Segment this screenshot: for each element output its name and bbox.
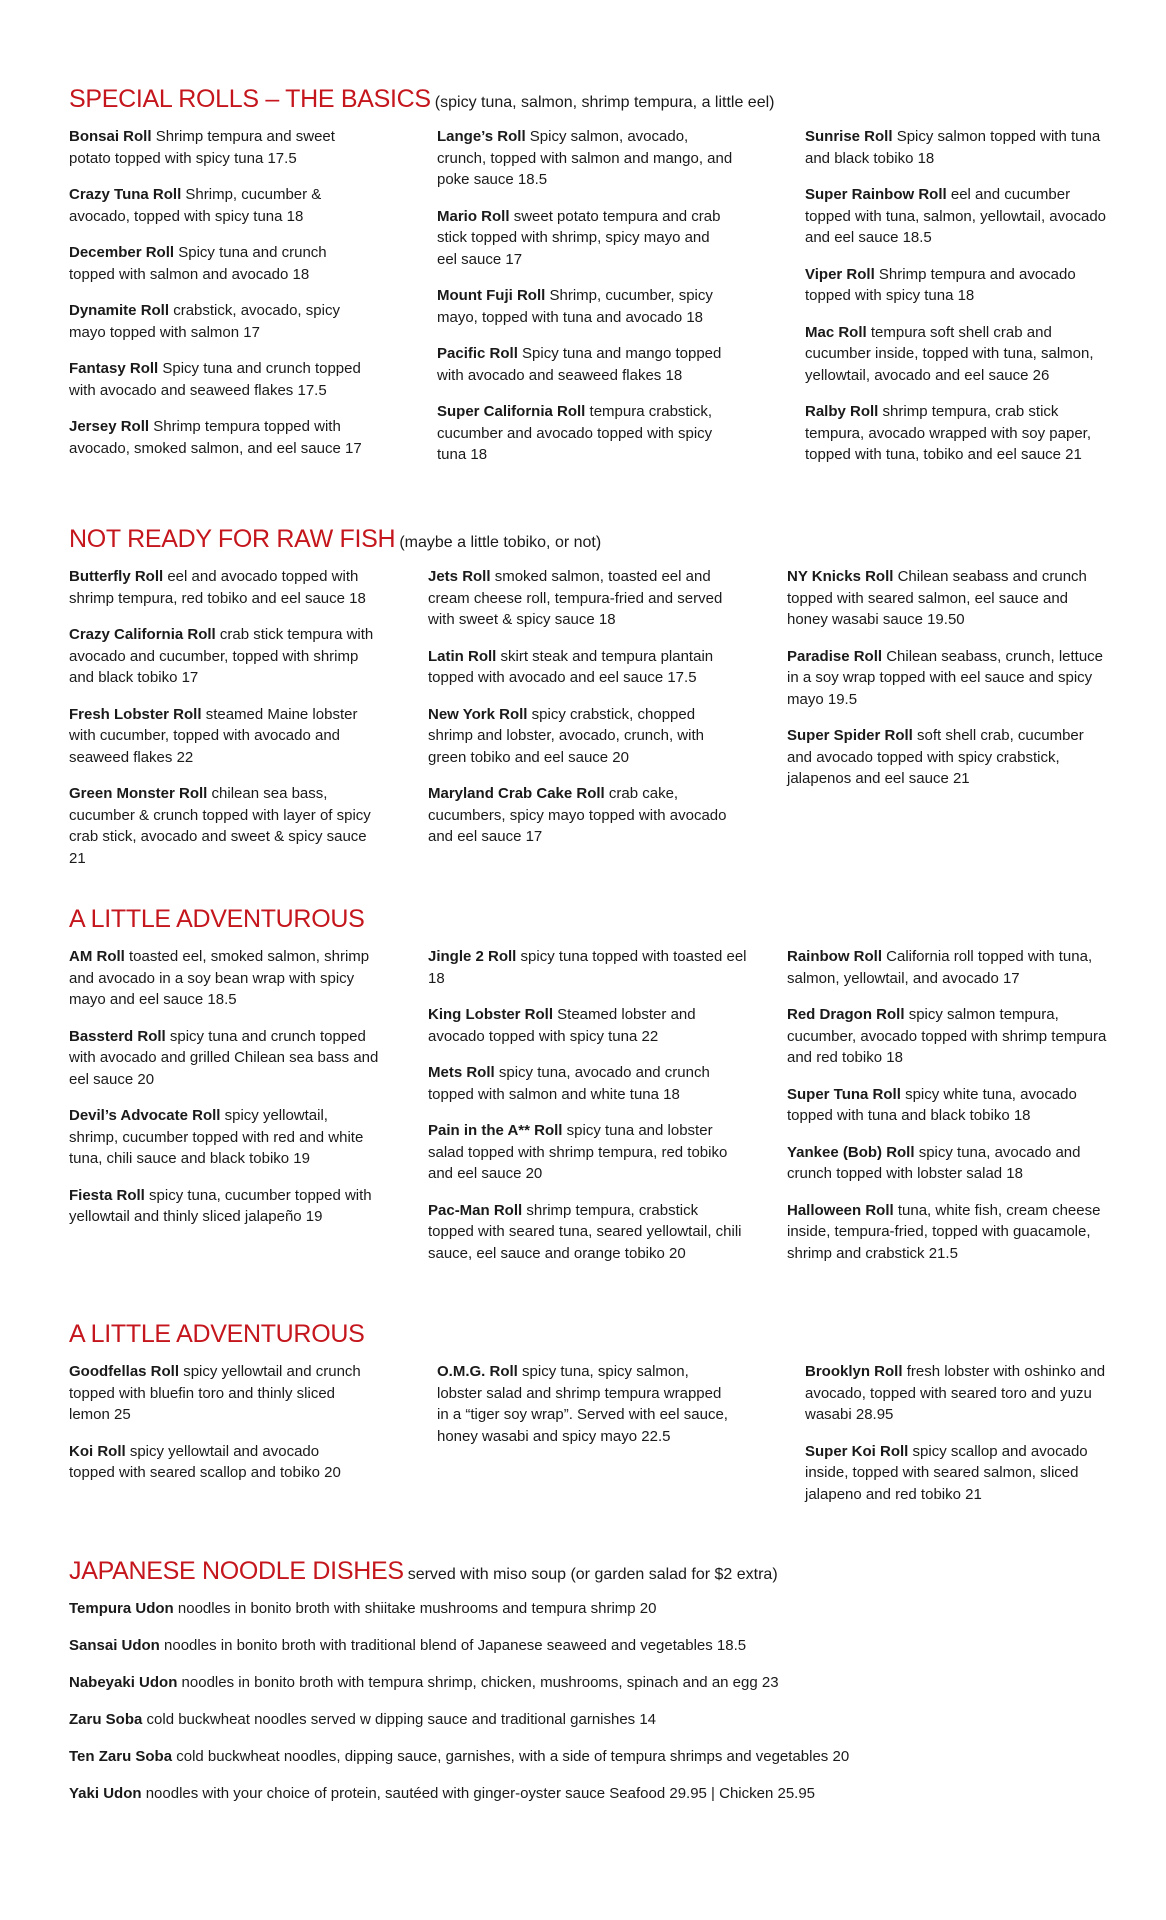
menu-item-description: crab stick tempura with avocado and cucumber, topped with shrimp and black tobiko 17 — [69, 626, 374, 686]
menu-item-description: crab cake, cucumbers, spicy mayo topped with avocado and eel sauce 17 — [428, 785, 727, 845]
menu-item-description: spicy crabstick, chopped shrimp and lobster, avocado, crunch, with green tobiko and eel sauce 20 — [428, 705, 704, 766]
menu-item-description: spicy yellowtail and avocado topped with seared scallop and tobiko 20 — [69, 1442, 341, 1481]
menu-item-description: tempura soft shell crab and cucumber inside, topped with tuna, salmon, yellowtail, avocado and eel sauce 26 — [805, 323, 1094, 384]
menu-item-description: smoked salmon, toasted eel and cream cheese roll, tempura-fried and served with sweet & spicy sauce 18 — [428, 568, 723, 628]
menu-item-name: Red Dragon Roll — [787, 1006, 905, 1023]
menu-item-name: Pacific Roll — [437, 345, 518, 362]
menu-item-name: Yankee (Bob) Roll — [787, 1143, 915, 1161]
menu-item-description: spicy tuna and crunch topped with avocado and grilled Chilean sea bass and eel sauce 20 — [69, 1027, 379, 1088]
section-special-rolls — [69, 85, 1109, 481]
menu-item-name: New York Roll — [428, 705, 528, 723]
menu-item — [69, 1361, 369, 1426]
menu-item-name: Yaki Udon — [69, 1785, 142, 1802]
menu-item — [787, 946, 1107, 989]
menu-item-name: Halloween Roll — [787, 1201, 894, 1219]
menu-item-description: Spicy tuna and crunch topped with salmon and avocado 18 — [69, 244, 327, 283]
menu-item-description: eel and avocado topped with shrimp tempura, red tobiko and eel sauce 18 — [69, 568, 366, 607]
menu-item — [787, 1084, 1107, 1127]
menu-column — [69, 566, 374, 884]
menu-item-name: December Roll — [69, 244, 175, 261]
menu-item-name: Fiesta Roll — [69, 1186, 145, 1204]
menu-item-description: California roll topped with tuna, salmon, yellowtail, and avocado 17 — [787, 948, 1093, 987]
menu-item — [787, 1004, 1107, 1069]
menu-item-description: shrimp tempura, crabstick topped with seared tuna, seared yellowtail, chili sauce, eel sauce and orange tobiko 20 — [428, 1201, 742, 1262]
menu-item-description: sweet potato tempura and crab stick topped with shrimp, spicy mayo and eel sauce 17 — [437, 207, 721, 268]
menu-column — [69, 126, 365, 481]
menu-item-name: Jingle 2 Roll — [428, 948, 517, 965]
section-subtitle: served with miso soup (or garden salad for $2 extra) — [407, 1566, 778, 1583]
menu-item — [437, 206, 733, 271]
menu-item-name: Butterfly Roll — [69, 568, 164, 585]
menu-item-description: soft shell crab, cucumber and avocado topped with spicy crabstick, jalapenos and eel sauce 21 — [787, 727, 1084, 787]
menu-item-description: crabstick, avocado, spicy mayo topped with salmon 17 — [69, 302, 340, 341]
menu-item-description: cold buckwheat noodles, dipping sauce, garnishes, with a side of tempura shrimps and vegetables 20 — [176, 1748, 850, 1765]
menu-column — [69, 946, 379, 1279]
menu-column — [787, 566, 1107, 884]
menu-item — [69, 566, 374, 609]
menu-column — [805, 126, 1110, 481]
menu-item-description: steamed Maine lobster with cucumber, topped with avocado and seaweed flakes 22 — [69, 705, 358, 766]
menu-item-description: Shrimp tempura and sweet potato topped with spicy tuna 17.5 — [69, 128, 335, 167]
menu-item-name: Bassterd Roll — [69, 1027, 166, 1045]
menu-item-name: Paradise Roll — [787, 647, 883, 665]
menu-item-description: noodles in bonito broth with traditional blend of Japanese seaweed and vegetables 18.5 — [164, 1637, 747, 1654]
menu-item — [69, 1185, 379, 1228]
menu-item — [69, 1026, 379, 1091]
menu-item-description: tempura crabstick, cucumber and avocado topped with spicy tuna 18 — [437, 403, 713, 463]
menu-item-description: Spicy tuna and crunch topped with avocado and seaweed flakes 17.5 — [69, 360, 361, 399]
menu-item-name: Jets Roll — [428, 568, 491, 585]
menu-item-description: spicy tuna, spicy salmon, lobster salad and shrimp tempura wrapped in a “tiger soy wrap”. Served with eel sauce, honey wasabi and spicy mayo 22.5 — [437, 1363, 728, 1445]
menu-item — [787, 725, 1107, 790]
menu-item — [437, 285, 733, 328]
menu-column — [428, 946, 748, 1279]
menu-item-description: noodles in bonito broth with tempura shrimp, chicken, mushrooms, spinach and an egg 23 — [181, 1674, 779, 1691]
menu-item — [69, 1635, 1069, 1657]
menu-item-name: Lange’s Roll — [437, 128, 526, 145]
menu-item-name: Rainbow Roll — [787, 948, 882, 965]
menu-item-name: Jersey Roll — [69, 418, 150, 435]
menu-column — [437, 126, 733, 481]
menu-item-description: spicy yellowtail, shrimp, cucumber topped with red and white tuna, chili sauce and black tobiko 19 — [69, 1107, 364, 1167]
menu-item — [69, 242, 365, 285]
menu-item-name: Pac-Man Roll — [428, 1201, 523, 1219]
menu-item-description: spicy tuna, avocado and crunch topped with lobster salad 18 — [787, 1143, 1081, 1182]
menu-item — [805, 1361, 1110, 1426]
menu-item-name: Green Monster Roll — [69, 785, 208, 802]
menu-item-name: Devil’s Advocate Roll — [69, 1107, 221, 1124]
menu-item-name: Zaru Soba — [69, 1711, 143, 1728]
menu-item-description: Spicy salmon topped with tuna and black tobiko 18 — [805, 128, 1101, 167]
menu-item-name: Crazy Tuna Roll — [69, 186, 182, 203]
menu-item-description: fresh lobster with oshinko and avocado, topped with seared toro and yuzu wasabi 28.95 — [805, 1363, 1106, 1423]
menu-item — [805, 264, 1110, 307]
menu-item-description: cold buckwheat noodles served w dipping sauce and traditional garnishes 14 — [146, 1711, 657, 1728]
menu-item — [69, 416, 365, 459]
menu-item-name: King Lobster Roll — [428, 1006, 553, 1023]
menu-column — [69, 1361, 369, 1520]
menu-item — [805, 126, 1110, 169]
menu-item-description: Spicy tuna and mango topped with avocado and seaweed flakes 18 — [437, 345, 722, 384]
menu-item-description: Steamed lobster and avocado topped with spicy tuna 22 — [428, 1006, 696, 1045]
menu-item — [69, 1672, 1069, 1694]
menu-item — [787, 566, 1107, 631]
menu-item-description: spicy tuna and lobster salad topped with shrimp tempura, red tobiko and eel sauce 20 — [428, 1122, 728, 1182]
menu-item-description: Shrimp, cucumber & avocado, topped with spicy tuna 18 — [69, 186, 322, 225]
menu-item-name: Pain in the A** Roll — [428, 1122, 563, 1139]
menu-item — [69, 300, 365, 343]
section-a-little-adventurous-2 — [69, 1320, 1109, 1520]
menu-column — [805, 1361, 1110, 1520]
menu-item — [428, 1120, 748, 1185]
menu-item-name: Fantasy Roll — [69, 360, 159, 377]
menu-item-description: spicy tuna topped with toasted eel 18 — [428, 948, 747, 987]
menu-item-description: spicy tuna, cucumber topped with yellowtail and thinly sliced jalapeño 19 — [69, 1186, 372, 1225]
section-title: A LITTLE ADVENTUROUS — [69, 905, 365, 933]
menu-item-name: Fresh Lobster Roll — [69, 705, 202, 723]
menu-item-name: Mount Fuji Roll — [437, 287, 546, 304]
menu-item — [805, 401, 1110, 466]
menu-item — [428, 646, 738, 689]
menu-item — [69, 1746, 1069, 1768]
section-noodle-dishes — [69, 1557, 1109, 1820]
menu-item-description: spicy scallop and avocado inside, topped with seared salmon, sliced jalapeno and red tobiko 21 — [805, 1442, 1088, 1503]
menu-item — [69, 1441, 369, 1484]
menu-item — [437, 126, 733, 191]
menu-item-name: Viper Roll — [805, 265, 875, 283]
menu-item-name: NY Knicks Roll — [787, 568, 894, 585]
menu-item-name: Dynamite Roll — [69, 302, 170, 319]
menu-item — [69, 946, 379, 1011]
menu-item — [69, 783, 374, 869]
menu-item-description: spicy yellowtail and crunch topped with bluefin toro and thinly sliced lemon 25 — [69, 1363, 361, 1423]
menu-item-name: Mets Roll — [428, 1064, 495, 1081]
menu-item-name: Super Rainbow Roll — [805, 186, 947, 203]
menu-columns — [69, 126, 1109, 481]
menu-item — [787, 646, 1107, 711]
menu-item-name: Koi Roll — [69, 1442, 126, 1460]
menu-item-description: eel and cucumber topped with tuna, salmon, yellowtail, avocado and eel sauce 18.5 — [805, 186, 1107, 246]
menu-column — [787, 946, 1107, 1279]
menu-item — [428, 704, 738, 769]
menu-item-name: Super Spider Roll — [787, 727, 913, 744]
menu-item — [69, 184, 365, 227]
menu-item-name: Mac Roll — [805, 323, 867, 341]
menu-item — [428, 566, 738, 631]
menu-item-name: Sunrise Roll — [805, 128, 893, 145]
menu-item — [428, 1200, 748, 1265]
menu-item-name: Latin Roll — [428, 647, 497, 665]
section-title: NOT READY FOR RAW FISH — [69, 525, 396, 553]
menu-item-name: Ten Zaru Soba — [69, 1748, 173, 1765]
menu-item — [428, 1004, 748, 1047]
section-subtitle: (spicy tuna, salmon, shrimp tempura, a little eel) — [434, 94, 775, 111]
menu-item-name: Super California Roll — [437, 403, 586, 420]
menu-item — [69, 704, 374, 769]
menu-item-description: Shrimp tempura and avocado topped with spicy tuna 18 — [805, 265, 1076, 304]
menu-columns — [69, 566, 1109, 884]
menu-item — [787, 1142, 1107, 1185]
menu-item — [69, 358, 365, 401]
menu-item-name: Nabeyaki Udon — [69, 1674, 178, 1691]
menu-item — [428, 1062, 748, 1105]
menu-item-name: Super Tuna Roll — [787, 1085, 901, 1103]
menu-item — [69, 624, 374, 689]
menu-item-description: skirt steak and tempura plantain topped with avocado and eel sauce 17.5 — [428, 647, 714, 686]
menu-item-description: toasted eel, smoked salmon, shrimp and avocado in a soy bean wrap with spicy mayo and eel sauce 18.5 — [69, 948, 370, 1008]
menu-item — [437, 343, 733, 386]
menu-item-name: Maryland Crab Cake Roll — [428, 785, 605, 802]
menu-item-name: Brooklyn Roll — [805, 1363, 903, 1380]
menu-columns — [69, 946, 1109, 1279]
section-subtitle: (maybe a little tobiko, or not) — [399, 534, 602, 551]
menu-item — [437, 1361, 737, 1447]
menu-item-description: Spicy salmon, avocado, crunch, topped with salmon and mango, and poke sauce 18.5 — [437, 128, 733, 188]
menu-column — [428, 566, 738, 884]
section-title: SPECIAL ROLLS – THE BASICS — [69, 85, 431, 113]
section-header — [69, 525, 1109, 554]
section-header — [69, 905, 1109, 934]
menu-item-name: Mario Roll — [437, 207, 510, 225]
menu-item-description: chilean sea bass, cucumber & crunch topped with layer of spicy crab stick, avocado and sweet & spicy sauce 21 — [69, 785, 371, 867]
menu-item — [69, 1783, 1069, 1805]
section-a-little-adventurous — [69, 905, 1109, 1279]
section-not-ready-raw-fish — [69, 525, 1109, 884]
menu-item-name: Tempura Udon — [69, 1600, 174, 1617]
menu-item — [437, 401, 733, 466]
menu-item-description: Chilean seabass, crunch, lettuce in a soy wrap topped with eel sauce and spicy mayo 19.5 — [787, 647, 1104, 708]
noodle-list — [69, 1598, 1069, 1805]
menu-item — [69, 1709, 1069, 1731]
menu-item — [69, 126, 365, 169]
menu-item-description: Shrimp, cucumber, spicy mayo, topped with tuna and avocado 18 — [437, 287, 713, 326]
section-title: A LITTLE ADVENTUROUS — [69, 1320, 365, 1348]
menu-item-description: spicy salmon tempura, cucumber, avocado topped with shrimp tempura and red tobiko 18 — [787, 1006, 1107, 1066]
section-header — [69, 1557, 1109, 1586]
menu-item-name: O.M.G. Roll — [437, 1363, 518, 1380]
menu-item-name: Ralby Roll — [805, 403, 879, 420]
menu-item — [428, 783, 738, 848]
menu-item — [805, 184, 1110, 249]
menu-item — [428, 946, 748, 989]
menu-item-description: shrimp tempura, crab stick tempura, avocado wrapped with soy paper, topped with tuna, tobiko and eel sauce 21 — [805, 403, 1092, 463]
menu-item-description: Chilean seabass and crunch topped with seared salmon, eel sauce and honey wasabi sauce 19.50 — [787, 568, 1087, 628]
menu-columns — [69, 1361, 1109, 1520]
menu-item — [69, 1105, 379, 1170]
menu-item-name: Crazy California Roll — [69, 626, 216, 643]
menu-column — [437, 1361, 737, 1520]
section-title: JAPANESE NOODLE DISHES — [69, 1557, 404, 1585]
menu-item-description: tuna, white fish, cream cheese inside, tempura-fried, topped with guacamole, shrimp and crabstick 21.5 — [787, 1201, 1101, 1262]
menu-item — [805, 322, 1110, 387]
menu-item — [69, 1598, 1069, 1620]
menu-item-description: spicy white tuna, avocado topped with tuna and black tobiko 18 — [787, 1085, 1077, 1124]
menu-item-description: Shrimp tempura topped with avocado, smoked salmon, and eel sauce 17 — [69, 418, 362, 457]
menu-item-name: AM Roll — [69, 948, 125, 965]
menu-item-description: noodles with your choice of protein, sautéed with ginger-oyster sauce Seafood 29.95 | Chicken 25.95 — [145, 1785, 816, 1802]
menu-item-description: noodles in bonito broth with shiitake mushrooms and tempura shrimp 20 — [177, 1600, 657, 1617]
menu-item — [787, 1200, 1107, 1265]
section-header — [69, 85, 1109, 114]
menu-item-name: Super Koi Roll — [805, 1442, 909, 1460]
menu-item-name: Bonsai Roll — [69, 128, 152, 145]
menu-item-name: Goodfellas Roll — [69, 1363, 180, 1380]
section-header — [69, 1320, 1109, 1349]
menu-item-name: Sansai Udon — [69, 1637, 160, 1654]
menu-item-description: spicy tuna, avocado and crunch topped with salmon and white tuna 18 — [428, 1064, 710, 1103]
menu-item — [805, 1441, 1110, 1506]
